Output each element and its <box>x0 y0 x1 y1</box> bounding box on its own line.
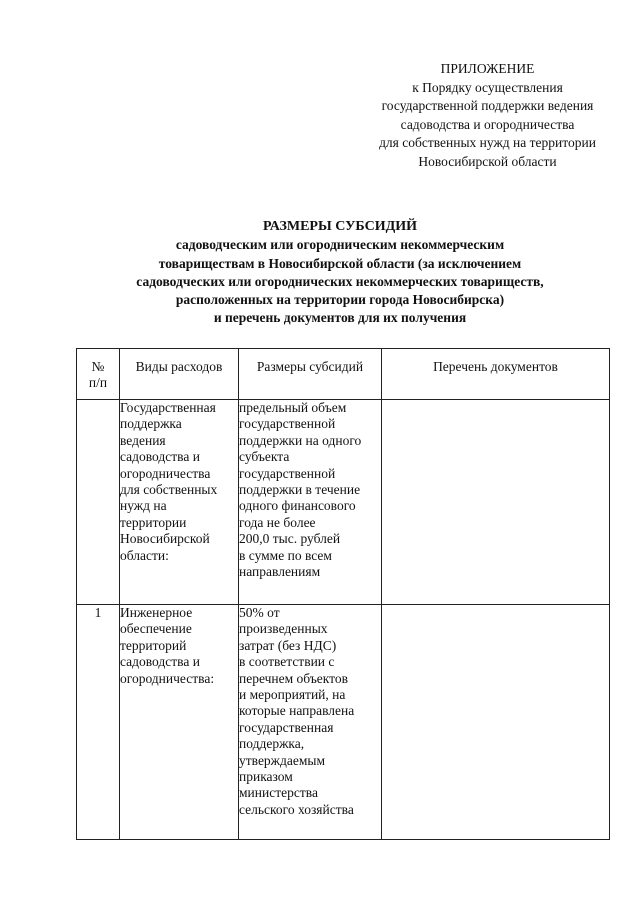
appendix-line: для собственных нужд на территории <box>379 135 596 150</box>
row-number <box>77 400 120 605</box>
document-subtitle-line: расположенных на территории города Новосибирска) <box>175 292 505 308</box>
table-row <box>77 400 610 605</box>
row-expense: Инженерное обеспечение территорий садоводства и огородничества: <box>120 605 239 840</box>
appendix-line: к Порядку осуществления <box>412 79 563 95</box>
appendix-title: ПРИЛОЖЕНИЕ <box>440 61 535 76</box>
subsidies-table <box>76 348 610 840</box>
appendix-line: садоводства и огородничества <box>400 116 575 132</box>
appendix-block <box>345 60 630 171</box>
document-subtitle-line: садоводческих или огороднических некоммерческих товариществ, <box>136 273 544 289</box>
appendix-line: государственной поддержки ведения <box>381 98 594 113</box>
header-num: № п/п <box>77 349 120 400</box>
document-title: РАЗМЕРЫ СУБСИДИЙ <box>262 219 418 234</box>
row-expense: Государственная поддержка ведения садоводства и огородничества для собственных нужд на территории Новосибирской области: <box>120 400 239 605</box>
table-row <box>77 605 610 840</box>
appendix-line: Новосибирской области <box>418 153 557 169</box>
row-size: 50% от произведенных затрат (без НДС) в соответствии с перечнем объектов и мероприятий, на которые направлена государственная поддержка, утверждаемым приказом министерства сельского хозяйства <box>239 605 382 840</box>
row-documents <box>382 605 610 840</box>
header-expenses: Виды расходов <box>120 349 239 400</box>
row-number: 1 <box>77 605 120 840</box>
document-subtitle-line: товариществам в Новосибирской области (за исключением <box>158 255 522 271</box>
row-size: предельный объем государственной поддержки на одного субъекта государственной поддержки в течение одного финансового года не более 200,0 тыс. рублей в сумме по всем направлениям <box>239 400 382 605</box>
header-documents: Перечень документов <box>382 349 610 400</box>
table-header-row <box>77 349 610 400</box>
document-subtitle-line: и перечень документов для их получения <box>213 310 467 326</box>
row-documents <box>382 400 610 605</box>
document-subtitle-line: садоводческим или огородническим некоммерческим <box>175 237 505 253</box>
document-heading <box>60 218 620 328</box>
header-sizes: Размеры субсидий <box>239 349 382 400</box>
